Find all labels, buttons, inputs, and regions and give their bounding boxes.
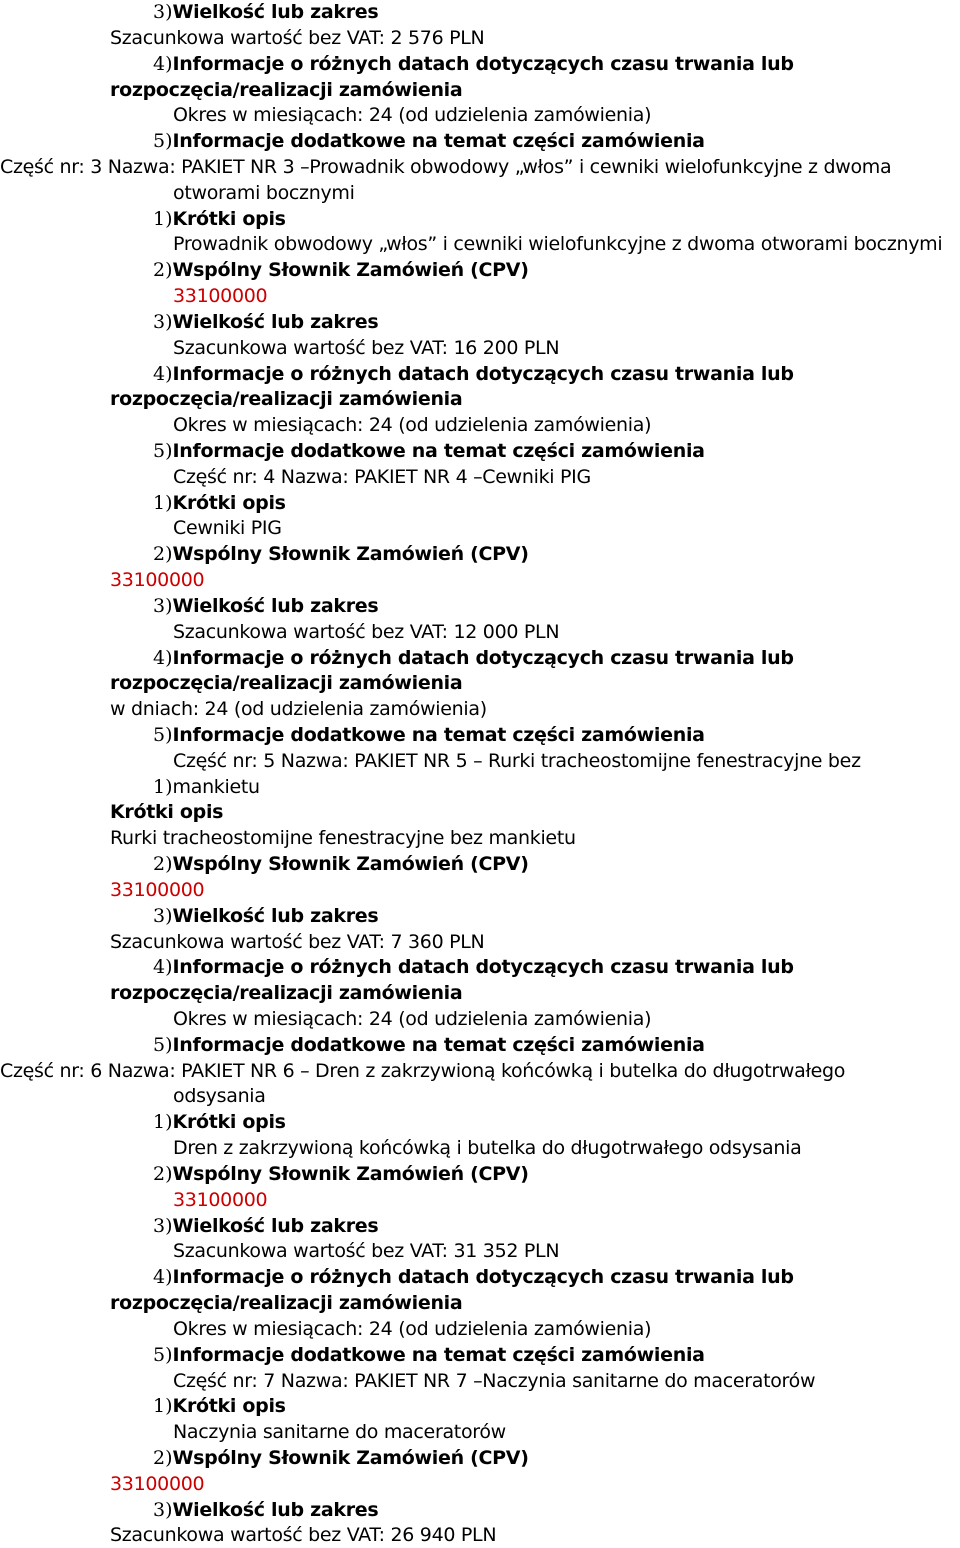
section-heading: rozpoczęcia/realizacji zamówienia bbox=[110, 1292, 463, 1314]
item-number: 5) bbox=[153, 1343, 173, 1366]
line-text: Szacunkowa wartość bez VAT: 26 940 PLN bbox=[110, 1524, 497, 1547]
numbered-heading-line bbox=[153, 52, 794, 77]
numbered-heading-line bbox=[153, 723, 705, 748]
text-line bbox=[173, 1369, 815, 1394]
text-line bbox=[110, 1291, 462, 1316]
text-line bbox=[110, 697, 487, 722]
section-heading: Wielkość lub zakres bbox=[172, 1498, 379, 1521]
section-heading: Wspólny Słownik Zamówień (CPV) bbox=[172, 1162, 529, 1185]
line-text: Okres w miesiącach: 24 (od udzielenia zamówienia) bbox=[173, 104, 652, 127]
item-number: 5) bbox=[153, 1033, 173, 1056]
text-line bbox=[110, 800, 223, 825]
item-number: 2) bbox=[153, 1162, 173, 1185]
numbered-heading-line bbox=[153, 904, 378, 929]
numbered-heading-line bbox=[153, 1162, 529, 1187]
line-text: 33100000 bbox=[173, 285, 268, 307]
item-number: 3) bbox=[153, 1498, 173, 1521]
numbered-heading-line bbox=[153, 1446, 529, 1471]
item-number: 4) bbox=[153, 956, 173, 979]
section-heading: Wspólny Słownik Zamówień (CPV) bbox=[172, 259, 529, 282]
text-line bbox=[110, 826, 576, 851]
line-text: Okres w miesiącach: 24 (od udzielenia zamówienia) bbox=[173, 414, 652, 437]
section-heading: Informacje dodatkowe na temat części zamówienia bbox=[172, 1033, 705, 1056]
item-number: 1) bbox=[153, 1395, 173, 1418]
numbered-heading-line bbox=[153, 1033, 705, 1058]
line-text: Część nr: 3 Nazwa: PAKIET NR 3 –Prowadnik obwodowy „włos” i cewniki wielofunkcyjne z dwoma bbox=[0, 155, 892, 178]
section-heading: Informacje dodatkowe na temat części zamówienia bbox=[172, 1343, 705, 1366]
item-number: 5) bbox=[153, 724, 173, 746]
section-heading: Informacje o różnych datach dotyczących czasu trwania lub bbox=[172, 646, 794, 669]
text-line bbox=[173, 1420, 506, 1445]
numbered-heading-line bbox=[153, 646, 794, 671]
text-line bbox=[110, 1523, 496, 1548]
line-text: Część nr: 4 Nazwa: PAKIET NR 4 –Cewniki PIG bbox=[173, 465, 591, 488]
item-number: 5) bbox=[153, 130, 173, 153]
section-heading: Wielkość lub zakres bbox=[172, 1, 379, 23]
section-heading: Wspólny Słownik Zamówień (CPV) bbox=[172, 1446, 529, 1469]
cpv-code-line bbox=[110, 878, 204, 903]
text-line bbox=[173, 1007, 651, 1032]
section-heading: Informacje o różnych datach dotyczących czasu trwania lub bbox=[172, 1266, 794, 1289]
section-heading: Krótki opis bbox=[110, 801, 224, 824]
numbered-heading-line bbox=[153, 1265, 794, 1290]
text-line bbox=[110, 26, 484, 51]
item-number: 2) bbox=[153, 543, 173, 566]
numbered-heading-line bbox=[153, 1343, 705, 1368]
item-number: 3) bbox=[153, 1214, 173, 1237]
cpv-code-line bbox=[110, 568, 204, 593]
line-text: Szacunkowa wartość bez VAT: 7 360 PLN bbox=[110, 930, 485, 953]
line-text: Część nr: 6 Nazwa: PAKIET NR 6 – Dren z zakrzywioną końcówką i butelka do długotrwałego bbox=[0, 1059, 846, 1082]
section-heading: rozpoczęcia/realizacji zamówienia bbox=[110, 388, 463, 411]
section-heading: Informacje o różnych datach dotyczących czasu trwania lub bbox=[172, 362, 794, 385]
line-text: Prowadnik obwodowy „włos” i cewniki wielofunkcyjne z dwoma otworami bocznymi bbox=[173, 233, 943, 256]
line-text: Część nr: 5 Nazwa: PAKIET NR 5 – Rurki tracheostomijne fenestracyjne bez bbox=[173, 749, 861, 772]
section-heading: Wielkość lub zakres bbox=[172, 594, 379, 617]
item-number: 2) bbox=[153, 259, 173, 282]
numbered-heading-line bbox=[153, 207, 286, 232]
text-line bbox=[110, 981, 462, 1006]
numbered-heading-line bbox=[153, 362, 794, 387]
numbered-heading-line bbox=[153, 1498, 378, 1523]
cpv-code-line bbox=[173, 1188, 267, 1213]
text-line bbox=[173, 620, 559, 645]
section-heading: Informacje dodatkowe na temat części zamówienia bbox=[172, 439, 705, 462]
item-number: 3) bbox=[153, 310, 173, 333]
line-text: 33100000 bbox=[173, 1188, 268, 1211]
item-number: 1) bbox=[153, 775, 173, 798]
text-line bbox=[0, 155, 891, 180]
text-line bbox=[173, 103, 651, 128]
text-line bbox=[173, 181, 355, 206]
cpv-code-line bbox=[110, 1472, 204, 1497]
text-line bbox=[173, 336, 559, 361]
section-heading: Wielkość lub zakres bbox=[172, 904, 379, 927]
line-text: Część nr: 7 Nazwa: PAKIET NR 7 –Naczynia sanitarne do maceratorów bbox=[173, 1369, 816, 1392]
numbered-heading-line bbox=[153, 310, 378, 335]
item-number: 4) bbox=[153, 52, 173, 75]
section-heading: rozpoczęcia/realizacji zamówienia bbox=[110, 78, 463, 101]
numbered-heading-line bbox=[153, 129, 705, 154]
line-text: 33100000 bbox=[110, 1472, 205, 1495]
text-line bbox=[110, 671, 462, 696]
line-text: Naczynia sanitarne do maceratorów bbox=[173, 1421, 506, 1444]
text-line bbox=[110, 387, 462, 412]
line-text: Szacunkowa wartość bez VAT: 2 576 PLN bbox=[110, 26, 485, 49]
item-number: 1) bbox=[153, 491, 173, 514]
line-text: mankietu bbox=[172, 775, 260, 798]
text-line bbox=[173, 465, 591, 490]
item-number: 1) bbox=[153, 207, 173, 230]
line-text: Okres w miesiącach: 24 (od udzielenia zamówienia) bbox=[173, 1008, 652, 1030]
text-line bbox=[173, 232, 942, 257]
line-text: w dniach: 24 (od udzielenia zamówienia) bbox=[110, 698, 487, 721]
section-heading: rozpoczęcia/realizacji zamówienia bbox=[110, 982, 463, 1005]
item-number: 4) bbox=[153, 1266, 173, 1289]
item-number: 3) bbox=[153, 904, 173, 927]
text-line bbox=[173, 1136, 801, 1161]
section-heading: Informacje o różnych datach dotyczących czasu trwania lub bbox=[172, 52, 794, 75]
numbered-heading-line bbox=[153, 491, 286, 516]
section-heading: Wielkość lub zakres bbox=[172, 1214, 379, 1237]
section-heading: Informacje dodatkowe na temat części zamówienia bbox=[172, 130, 705, 153]
section-heading: Krótki opis bbox=[172, 491, 286, 514]
line-text: 33100000 bbox=[110, 569, 205, 591]
text-line bbox=[173, 1317, 651, 1342]
line-text: Dren z zakrzywioną końcówką i butelka do długotrwałego odsysania bbox=[173, 1137, 802, 1160]
line-text: Okres w miesiącach: 24 (od udzielenia zamówienia) bbox=[173, 1317, 652, 1340]
section-heading: Informacje dodatkowe na temat części zamówienia bbox=[172, 724, 705, 746]
section-heading: Informacje o różnych datach dotyczących czasu trwania lub bbox=[172, 956, 794, 979]
text-line bbox=[110, 78, 462, 103]
line-text: Szacunkowa wartość bez VAT: 12 000 PLN bbox=[173, 620, 560, 643]
numbered-heading-line bbox=[153, 1110, 286, 1135]
numbered-heading-line bbox=[153, 542, 529, 567]
numbered-heading-line bbox=[153, 258, 529, 283]
section-heading: Krótki opis bbox=[172, 207, 286, 230]
line-text: Szacunkowa wartość bez VAT: 31 352 PLN bbox=[173, 1240, 560, 1263]
section-heading: Wspólny Słownik Zamówień (CPV) bbox=[172, 853, 529, 876]
text-line bbox=[173, 1239, 559, 1264]
numbered-heading-line bbox=[153, 852, 529, 877]
line-text: odsysania bbox=[173, 1085, 266, 1108]
line-text: Szacunkowa wartość bez VAT: 16 200 PLN bbox=[173, 336, 560, 359]
numbered-heading-line bbox=[153, 1214, 378, 1239]
text-line bbox=[173, 413, 651, 438]
numbered-heading-line bbox=[153, 775, 260, 800]
text-line bbox=[110, 930, 484, 955]
line-text: otworami bocznymi bbox=[173, 181, 355, 204]
text-line bbox=[173, 1084, 266, 1109]
item-number: 2) bbox=[153, 853, 173, 876]
section-heading: Krótki opis bbox=[172, 1111, 286, 1134]
line-text: 33100000 bbox=[110, 878, 205, 901]
section-heading: Wspólny Słownik Zamówień (CPV) bbox=[172, 543, 529, 566]
numbered-heading-line bbox=[153, 439, 705, 464]
item-number: 3) bbox=[153, 1, 173, 23]
numbered-heading-line bbox=[153, 1394, 286, 1419]
numbered-heading-line bbox=[153, 594, 378, 619]
line-text: Cewniki PIG bbox=[173, 517, 282, 540]
item-number: 5) bbox=[153, 439, 173, 462]
item-number: 3) bbox=[153, 594, 173, 617]
section-heading: Wielkość lub zakres bbox=[172, 310, 379, 333]
numbered-heading-line bbox=[153, 955, 794, 980]
text-line bbox=[173, 516, 282, 541]
item-number: 4) bbox=[153, 646, 173, 669]
item-number: 4) bbox=[153, 362, 173, 385]
numbered-heading-line bbox=[153, 0, 378, 25]
item-number: 2) bbox=[153, 1446, 173, 1469]
section-heading: rozpoczęcia/realizacji zamówienia bbox=[110, 672, 463, 695]
cpv-code-line bbox=[173, 284, 267, 309]
text-line bbox=[0, 1059, 845, 1084]
item-number: 1) bbox=[153, 1111, 173, 1134]
text-line bbox=[173, 749, 861, 774]
section-heading: Krótki opis bbox=[172, 1395, 286, 1418]
line-text: Rurki tracheostomijne fenestracyjne bez mankietu bbox=[110, 827, 576, 850]
